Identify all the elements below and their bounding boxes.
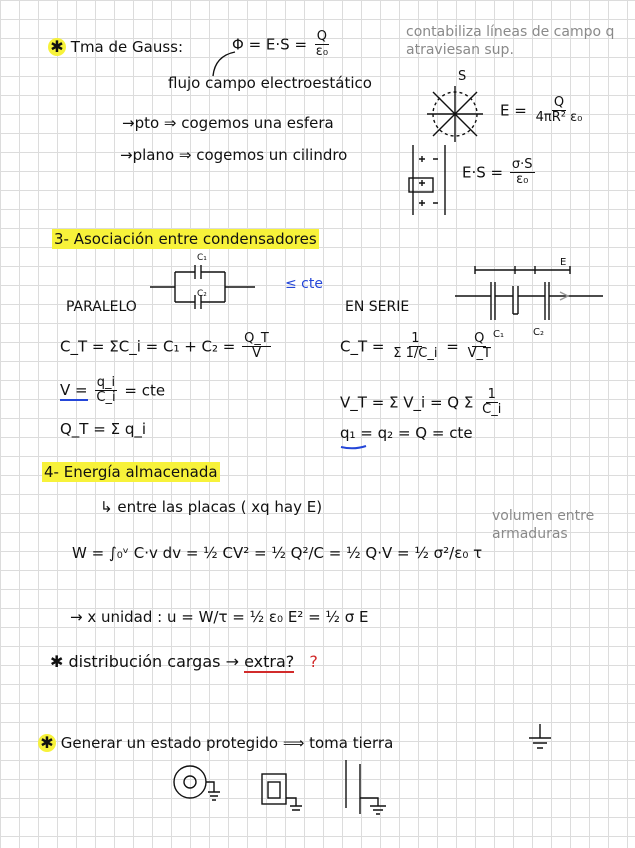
series-e-label: E: [560, 257, 567, 268]
paralelo-eq1-fraction: [242, 332, 271, 362]
gauss-fraction-den: ε₀: [315, 44, 329, 60]
sphere-label: S: [458, 69, 467, 84]
cylinder-formula-lhs: E·S =: [462, 163, 504, 182]
serie-eq1-den: Σ 1/C_i: [393, 346, 438, 362]
sphere-formula-lhs: E =: [500, 101, 527, 120]
sphere-fraction-den: 4πR² ε₀: [535, 110, 583, 126]
cylinder-fraction: [510, 158, 535, 188]
serie-eq3: q₁ = q₂ = Q = cte: [340, 424, 473, 442]
grounded-plates-sketch: [340, 758, 395, 823]
gauss-cylinder-sketch: [405, 143, 455, 218]
serie-eq1-rhs-den: V_T: [467, 346, 491, 362]
grounded-sphere-sketch: [168, 760, 228, 810]
section3-title: [52, 232, 319, 247]
paralelo-eq3: Q_T = Σ q_i: [60, 420, 147, 438]
section4-line1: ↳ entre las placas ( xq hay E): [100, 498, 323, 516]
sphere-fraction: [534, 96, 585, 126]
paralelo-eq2-rhs: = cte: [124, 381, 166, 400]
series-circuit-sketch: [455, 262, 605, 322]
gauss-fraction: [314, 30, 330, 60]
serie-eq1-num: 1: [411, 331, 420, 346]
gauss-formula: [232, 30, 332, 60]
paralelo-label: PARALELO: [66, 299, 137, 315]
section4-note: volumen entre armaduras: [492, 508, 595, 542]
serie-eq2-num: 1: [487, 387, 496, 402]
distribution-text: ✱ distribución cargas →: [50, 652, 239, 671]
energy-unit-formula: → x unidad : u = W/τ = ½ ε₀ E² = ½ σ E: [70, 608, 369, 626]
serie-eq1-rhs-num: Q: [474, 331, 485, 346]
distribution-line: [50, 654, 318, 670]
gauss-sphere-sketch: [425, 80, 490, 145]
serie-label: EN SERIE: [345, 299, 410, 315]
paralelo-eq2-fraction: [94, 376, 117, 406]
series-c2-label: C₂: [533, 327, 544, 338]
asterisk-icon: ✱: [38, 734, 56, 752]
gauss-title: Tma de Gauss:: [70, 38, 184, 56]
section4-title-text: 4- Energía almacenada: [44, 463, 218, 481]
serie-eq2-fraction: [480, 388, 503, 418]
cylinder-fraction-num: σ·S: [511, 157, 533, 172]
paralelo-eq2-lhs: V =: [60, 381, 88, 400]
parallel-circuit-sketch: [150, 262, 260, 312]
q1-underline: [340, 444, 370, 450]
ground-line: [38, 734, 393, 752]
serie-eq1-fraction: [391, 332, 439, 362]
gauss-note: contabiliza líneas de campo q atraviesan sup.: [406, 24, 615, 58]
gauss-heading: [48, 38, 183, 56]
gauss-fraction-num: Q: [316, 29, 328, 44]
serie-eq2-lhs: V_T = Σ V_i = Q Σ: [340, 393, 474, 412]
gauss-formula-lhs: Φ = E·S =: [232, 35, 308, 54]
ground-symbol-icon: [527, 722, 553, 752]
cylinder-formula: [462, 158, 537, 188]
series-c1-label: C₁: [493, 329, 504, 340]
paralelo-eq1: [60, 332, 273, 362]
serie-eq1-lhs: C_T =: [340, 337, 385, 356]
serie-eq1: C_T = $\frac{1}{\Sigma 1/C\_i}$ = $\frac{Q}{V\_T}$: [340, 331, 491, 362]
parallel-c1-label: C₁: [197, 253, 207, 263]
serie-eq2: [340, 388, 505, 418]
energy-formula: W = ∫₀ᵛ C·v dv = ½ CV² = ½ Q²/C = ½ Q·V = ½ σ²/ε₀ τ: [72, 544, 483, 562]
sphere-formula: [500, 96, 586, 126]
gauss-plano-line: →plano ⇒ cogemos un cilindro: [120, 146, 348, 164]
distribution-question: ?: [309, 652, 318, 671]
section3-title-text: 3- Asociación entre condensadores: [54, 230, 317, 248]
serie-eq1-rhs-fraction: [466, 332, 493, 362]
grounded-cylinder-sketch: [258, 768, 318, 818]
cylinder-fraction-den: ε₀: [516, 172, 529, 188]
section4-title: [42, 465, 220, 480]
gauss-subtitle: flujo campo electroestático: [168, 74, 372, 92]
paralelo-eq2-num: q_i: [96, 375, 116, 390]
arrow-pointer-icon: [205, 50, 245, 80]
parallel-c2-label: C₂: [197, 289, 207, 299]
paralelo-eq1-num: Q_T: [244, 331, 269, 346]
paralelo-eq2-den: C_i: [96, 390, 116, 406]
cte-note: ≤ cte: [285, 276, 323, 292]
gauss-pto-line: →pto ⇒ cogemos una esfera: [122, 114, 334, 132]
asterisk-icon: ✱: [48, 38, 66, 56]
sphere-fraction-num: Q: [553, 95, 565, 110]
serie-eq2-den: C_i: [482, 402, 502, 418]
paralelo-eq1-lhs: C_T = ΣC_i = C₁ + C₂ =: [60, 337, 236, 356]
ground-text: Generar un estado protegido ⟹ toma tierra: [60, 734, 394, 752]
paralelo-eq2: [60, 376, 165, 406]
paralelo-eq1-den: V: [252, 346, 261, 362]
distribution-extra: extra?: [244, 652, 295, 671]
